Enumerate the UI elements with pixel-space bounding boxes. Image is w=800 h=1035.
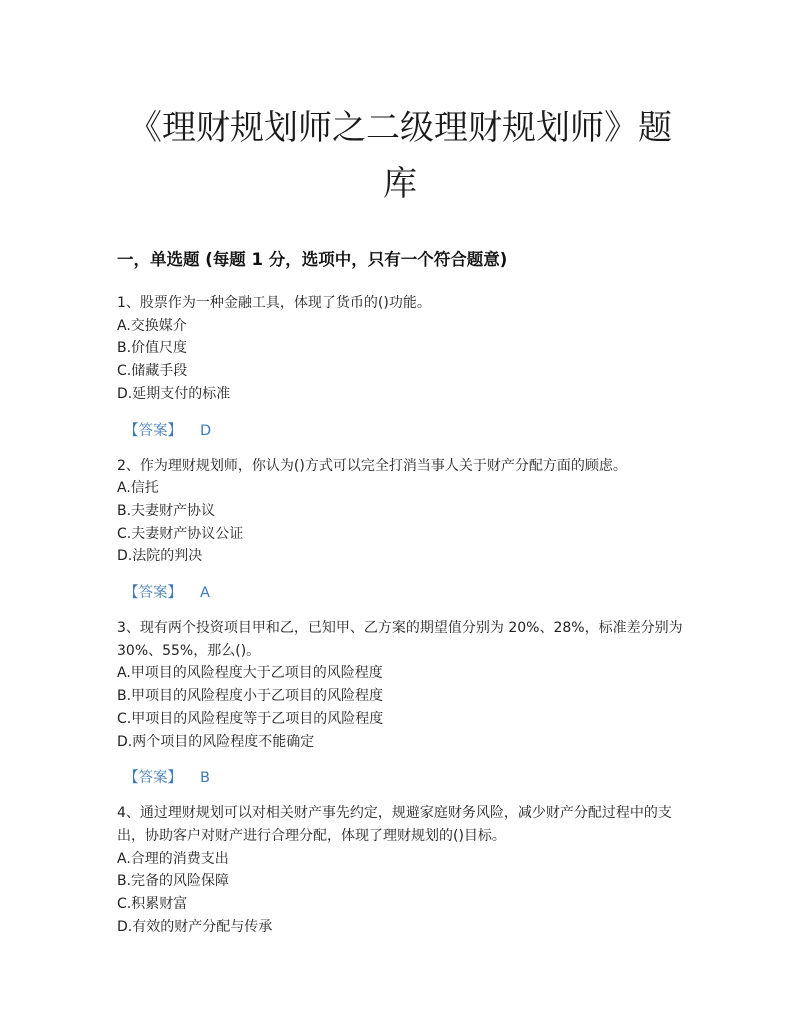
option-c: C.夫妻财产协议公证 (117, 525, 244, 542)
option-c: C.甲项目的风险程度等于乙项目的风险程度 (117, 710, 384, 727)
answer-value: D (200, 422, 212, 439)
option-c: C.储藏手段 (117, 363, 188, 380)
section-heading: 一，单选题 (每题 1 分，选项中，只有一个符合题意) (117, 250, 508, 269)
option-a: A.合理的消费支出 (117, 850, 229, 867)
question-2 (117, 455, 697, 605)
option-b: B.夫妻财产协议 (117, 502, 216, 519)
document-title (110, 100, 690, 212)
question-stem: 3、现有两个投资项目甲和乙，已知甲、乙方案的期望值分别为 20%、28%，标准差分别为 30%、55%，那么()。 (117, 620, 683, 659)
option-b: B.价值尺度 (117, 340, 188, 357)
option-b: B.甲项目的风险程度小于乙项目的风险程度 (117, 688, 384, 705)
answer-line (124, 767, 697, 789)
option-a: A.信托 (117, 480, 159, 497)
question-stem: 4、通过理财规划可以对相关财产事先约定，规避家庭财务风险，减少财产分配过程中的支出，协助客户对财产进行合理分配，体现了理财规划的()目标。 (117, 805, 672, 844)
question-stem: 1、股票作为一种金融工具，体现了货币的()功能。 (117, 295, 431, 311)
question-stem: 2、作为理财规划师，你认为()方式可以完全打消当事人关于财产分配方面的顾虑。 (117, 457, 627, 474)
answer-label: 【答案】 (124, 770, 182, 787)
title-line-2: 库 (383, 164, 417, 204)
answer-line (124, 420, 697, 442)
answer-value: A (200, 585, 210, 602)
option-b: B.完备的风险保障 (117, 873, 230, 890)
answer-label: 【答案】 (124, 422, 182, 439)
option-d: D.有效的财产分配与传承 (117, 918, 273, 935)
question-4 (117, 802, 697, 938)
question-list (117, 292, 697, 938)
answer-label: 【答案】 (124, 585, 182, 602)
option-a: A.交换媒介 (117, 317, 187, 334)
option-d: D.两个项目的风险程度不能确定 (117, 733, 315, 750)
option-d: D.法院的判决 (117, 548, 203, 565)
question-3 (117, 617, 697, 789)
option-a: A.甲项目的风险程度大于乙项目的风险程度 (117, 665, 383, 682)
answer-value: B (200, 770, 210, 787)
option-c: C.积累财富 (117, 896, 188, 913)
option-d: D.延期支付的标准 (117, 385, 231, 402)
question-1 (117, 292, 697, 442)
title-line-1: 《理财规划师之二级理财规划师》题 (128, 108, 672, 148)
answer-line (124, 582, 697, 604)
